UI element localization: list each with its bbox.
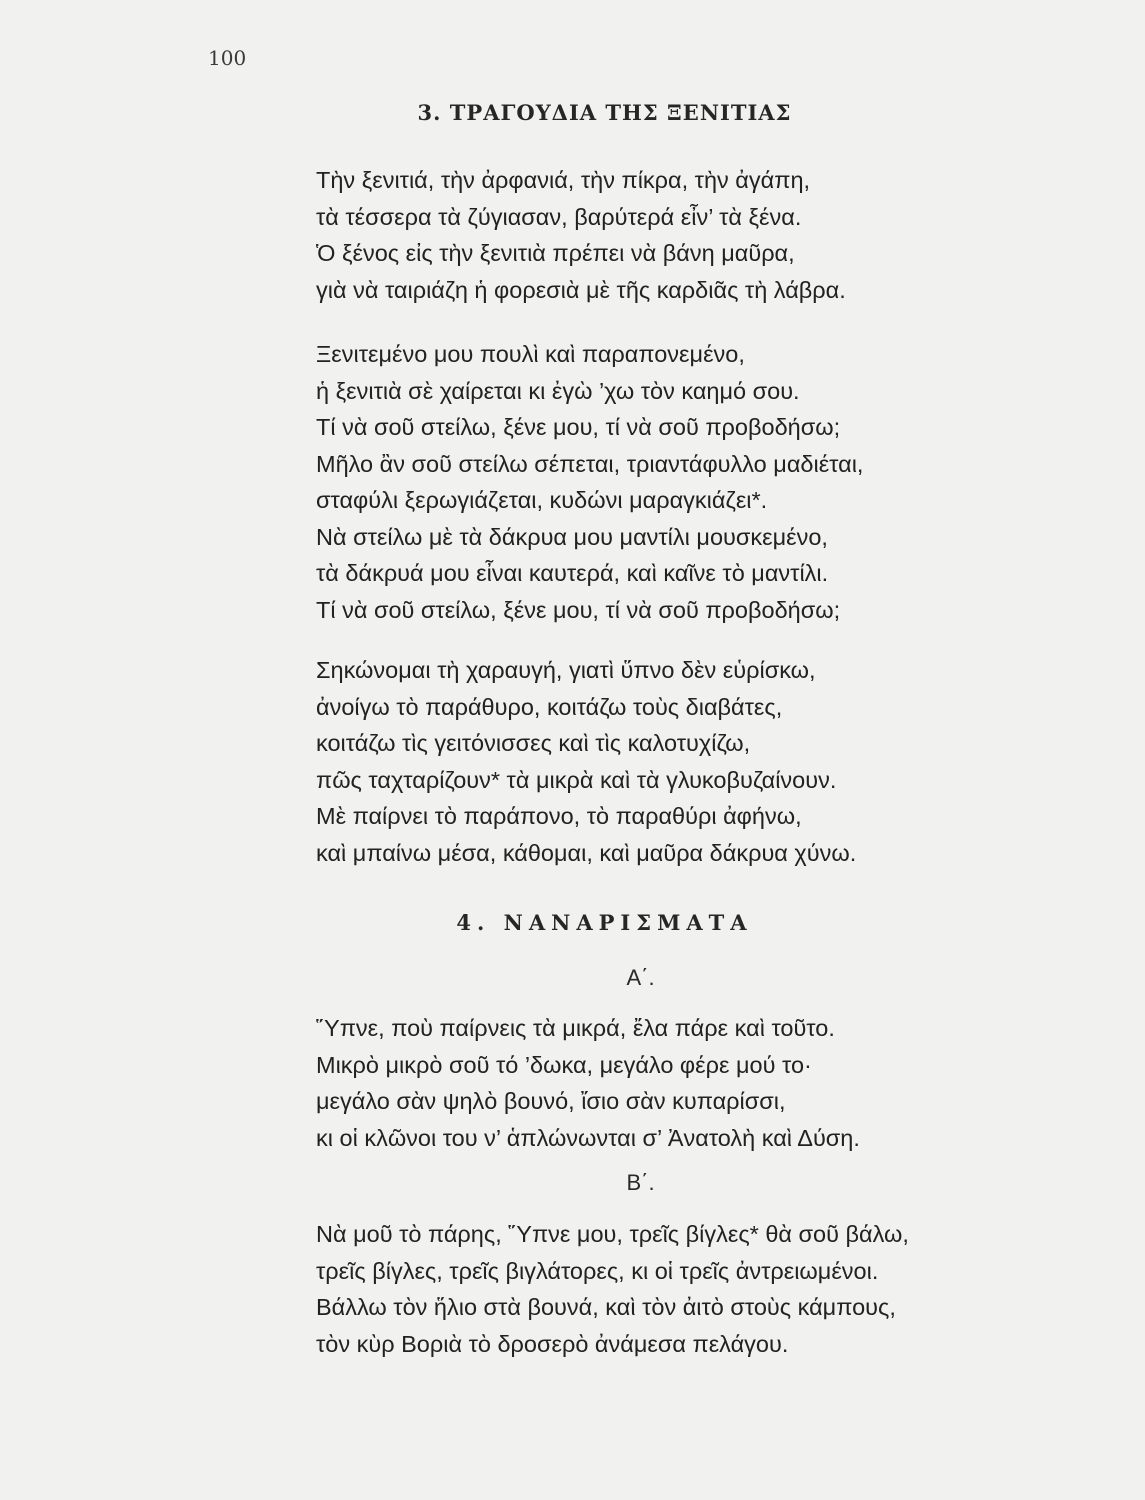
section-heading-lullabies: 4. ΝΑΝΑΡΙΣΜΑΤΑ bbox=[456, 910, 753, 935]
poem-stanza bbox=[316, 162, 846, 308]
poem-line: Βάλλω τὸν ἥλιο στὰ βουνά, καὶ τὸν ἀιτὸ στοὺς κάμπους, bbox=[316, 1294, 896, 1320]
poem-line: τὰ δάκρυά μου εἶναι καυτερά, καὶ καῖνε τὸ μαντίλι. bbox=[316, 560, 829, 586]
poem-line: Ξενιτεμένο μου πουλὶ καὶ παραπονεμένο, bbox=[316, 341, 745, 367]
poem-stanza bbox=[316, 1010, 860, 1156]
subsection-label-a: Α΄. bbox=[626, 965, 655, 990]
poem-line: Νὰ στείλω μὲ τὰ δάκρυα μου μαντίλι μουσκεμένο, bbox=[316, 523, 828, 550]
poem-line: ἡ ξενιτιὰ σὲ χαίρεται κι ἐγὼ ’χω τὸν καημό σου. bbox=[316, 377, 800, 404]
poem-line: Ὁ ξένος εἰς τὴν ξενιτιὰ πρέπει νὰ βάνη μαῦρα, bbox=[316, 240, 795, 266]
poem-line: Τί νὰ σοῦ στείλω, ξένε μου, τί νὰ σοῦ προβοδήσω; bbox=[316, 596, 841, 623]
poem-line: τὸν κὺρ Βοριὰ τὸ δροσερὸ ἀνάμεσα πελάγου. bbox=[316, 1330, 789, 1357]
poem-line: Μὲ παίρνει τὸ παράπονο, τὸ παραθύρι ἀφήνω, bbox=[316, 803, 802, 829]
poem-stanza bbox=[316, 1216, 909, 1362]
poem-stanza bbox=[316, 652, 856, 871]
poem-line: τρεῖς βίγλες, τρεῖς βιγλάτορες, κι οἱ τρεῖς ἀντρειωμένοι. bbox=[316, 1257, 879, 1284]
page-number: 100 bbox=[208, 46, 247, 70]
poem-line: Μικρὸ μικρὸ σοῦ τό ’δωκα, μεγάλο φέρε μού το· bbox=[316, 1051, 812, 1078]
poem-line: πῶς ταχταρίζουν* τὰ μικρὰ καὶ τὰ γλυκοβυζαίνουν. bbox=[316, 766, 837, 793]
poem-line: Τὴν ξενιτιά, τὴν ἀρφανιά, τὴν πίκρα, τὴν ἀγάπη, bbox=[316, 167, 811, 193]
poem-line: Τί νὰ σοῦ στείλω, ξένε μου, τί νὰ σοῦ προβοδήσω; bbox=[316, 414, 841, 440]
poem-line: κι οἱ κλῶνοι του ν’ ἁπλώνωνται σ’ Ἀνατολὴ καὶ Δύση. bbox=[316, 1124, 860, 1151]
poem-line: κοιτάζω τὶς γειτόνισσες καὶ τὶς καλοτυχίζω, bbox=[316, 730, 751, 756]
poem-line: τὰ τέσσερα τὰ ζύγιασαν, βαρύτερά εἶν’ τὰ ξένα. bbox=[316, 203, 802, 230]
poem-stanza bbox=[316, 336, 863, 628]
poem-line: γιὰ νὰ ταιριάζη ἡ φορεσιὰ μὲ τῆς καρδιᾶς τὴ λάβρα. bbox=[316, 276, 846, 303]
poem-line: Νὰ μοῦ τὸ πάρης, Ὕπνε μου, τρεῖς βίγλες* θὰ σοῦ βάλω, bbox=[316, 1221, 909, 1247]
poem-line: Ὕπνε, ποὺ παίρνεις τὰ μικρά, ἔλα πάρε καὶ τοῦτο. bbox=[316, 1015, 835, 1041]
poem-line: Σηκώνομαι τὴ χαραυγή, γιατὶ ὕπνο δὲν εὑρίσκω, bbox=[316, 657, 816, 683]
poem-line: ἀνοίγω τὸ παράθυρο, κοιτάζω τοὺς διαβάτες, bbox=[316, 693, 783, 720]
section-heading-songs-of-exile: 3. ΤΡΑΓΟΥΔΙΑ ΤΗΣ ΞΕΝΙΤΙΑΣ bbox=[417, 100, 792, 125]
poem-line: καὶ μπαίνω μέσα, κάθομαι, καὶ μαῦρα δάκρυα χύνω. bbox=[316, 839, 857, 866]
poem-line: Μῆλο ἂν σοῦ στείλω σέπεται, τριαντάφυλλο μαδιέται, bbox=[316, 450, 864, 477]
poem-line: μεγάλο σὰν ψηλὸ βουνό, ἴσιο σὰν κυπαρίσσι, bbox=[316, 1088, 786, 1114]
poem-line: σταφύλι ξερωγιάζεται, κυδώνι μαραγκιάζει*. bbox=[316, 487, 768, 513]
subsection-label-b: Β΄. bbox=[626, 1170, 655, 1195]
